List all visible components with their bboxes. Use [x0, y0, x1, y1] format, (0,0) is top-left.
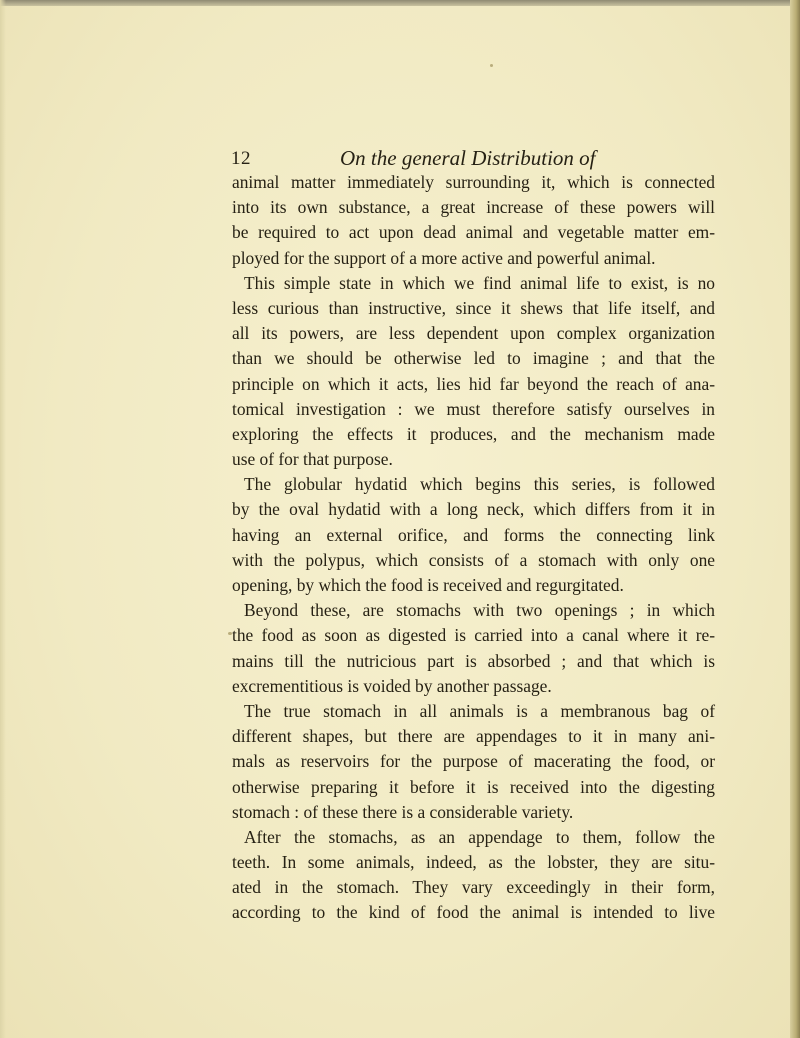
- text-line: After the stomachs, as an appendage to them, follow the: [244, 826, 715, 847]
- text-line: mains till the nutricious part is absorbed ; and that which is: [232, 650, 715, 671]
- text-line: all its powers, are less dependent upon complex organization: [232, 323, 715, 344]
- text-line: This simple state in which we find animal life to exist, is no: [244, 272, 715, 293]
- text-line: Beyond these, are stomachs with two openings ; in which: [244, 600, 715, 621]
- text-line: exploring the effects it produces, and the mechanism made: [232, 423, 715, 444]
- text-line: animal matter immediately surrounding it, which is connected: [232, 172, 715, 192]
- text-line: by the oval hydatid with a long neck, which differs from it in: [232, 499, 715, 520]
- text-line: with the polypus, which consists of a stomach with only one: [232, 549, 715, 570]
- text-line: principle on which it acts, lies hid far beyond the reach of ana-: [232, 373, 715, 394]
- text-line: opening, by which the food is received and regurgitated.: [232, 575, 624, 595]
- text-line: ployed for the support of a more active and powerful animal.: [232, 247, 656, 268]
- page-number: 12: [231, 148, 251, 169]
- text-line: different shapes, but there are appendages to it in many ani-: [232, 726, 715, 747]
- text-line: use of for that purpose.: [232, 449, 393, 470]
- text-line: otherwise preparing it before it is received into the digesting: [232, 776, 715, 797]
- page-left-shadow: [0, 0, 6, 1038]
- text-line: mals as reservoirs for the purpose of macerating the food, or: [232, 751, 715, 772]
- text-line: into its own substance, a great increase of these powers will: [232, 197, 715, 218]
- text-line: stomach : of these there is a considerable variety.: [232, 801, 574, 822]
- text-line: tomical investigation : we must therefore satisfy ourselves in: [232, 398, 715, 419]
- page-top-edge: [0, 0, 800, 6]
- body-text: [232, 170, 715, 926]
- text-line: than we should be otherwise led to imagine ; and that the: [232, 348, 715, 369]
- text-line: having an external orifice, and forms the connecting link: [232, 524, 715, 545]
- running-head-title: On the general Distribution of: [340, 146, 596, 170]
- text-line: be required to act upon dead animal and vegetable matter em-: [232, 222, 715, 243]
- text-line: less curious than instructive, since it shews that life itself, and: [232, 297, 715, 318]
- text-line: The globular hydatid which begins this series, is followed: [244, 474, 715, 495]
- text-line: ated in the stomach. They vary exceedingly in their form,: [232, 877, 715, 898]
- text-line: The true stomach in all animals is a membranous bag of: [244, 700, 715, 721]
- text-line: according to the kind of food the animal is intended to live: [232, 902, 715, 923]
- text-line: the food as soon as digested is carried into a canal where it re-: [232, 625, 715, 646]
- paper-speck: [490, 64, 493, 67]
- page-right-edge: [790, 0, 800, 1038]
- text-line: excrementitious is voided by another passage.: [232, 675, 552, 696]
- text-line: teeth. In some animals, indeed, as the lobster, they are situ-: [232, 852, 715, 873]
